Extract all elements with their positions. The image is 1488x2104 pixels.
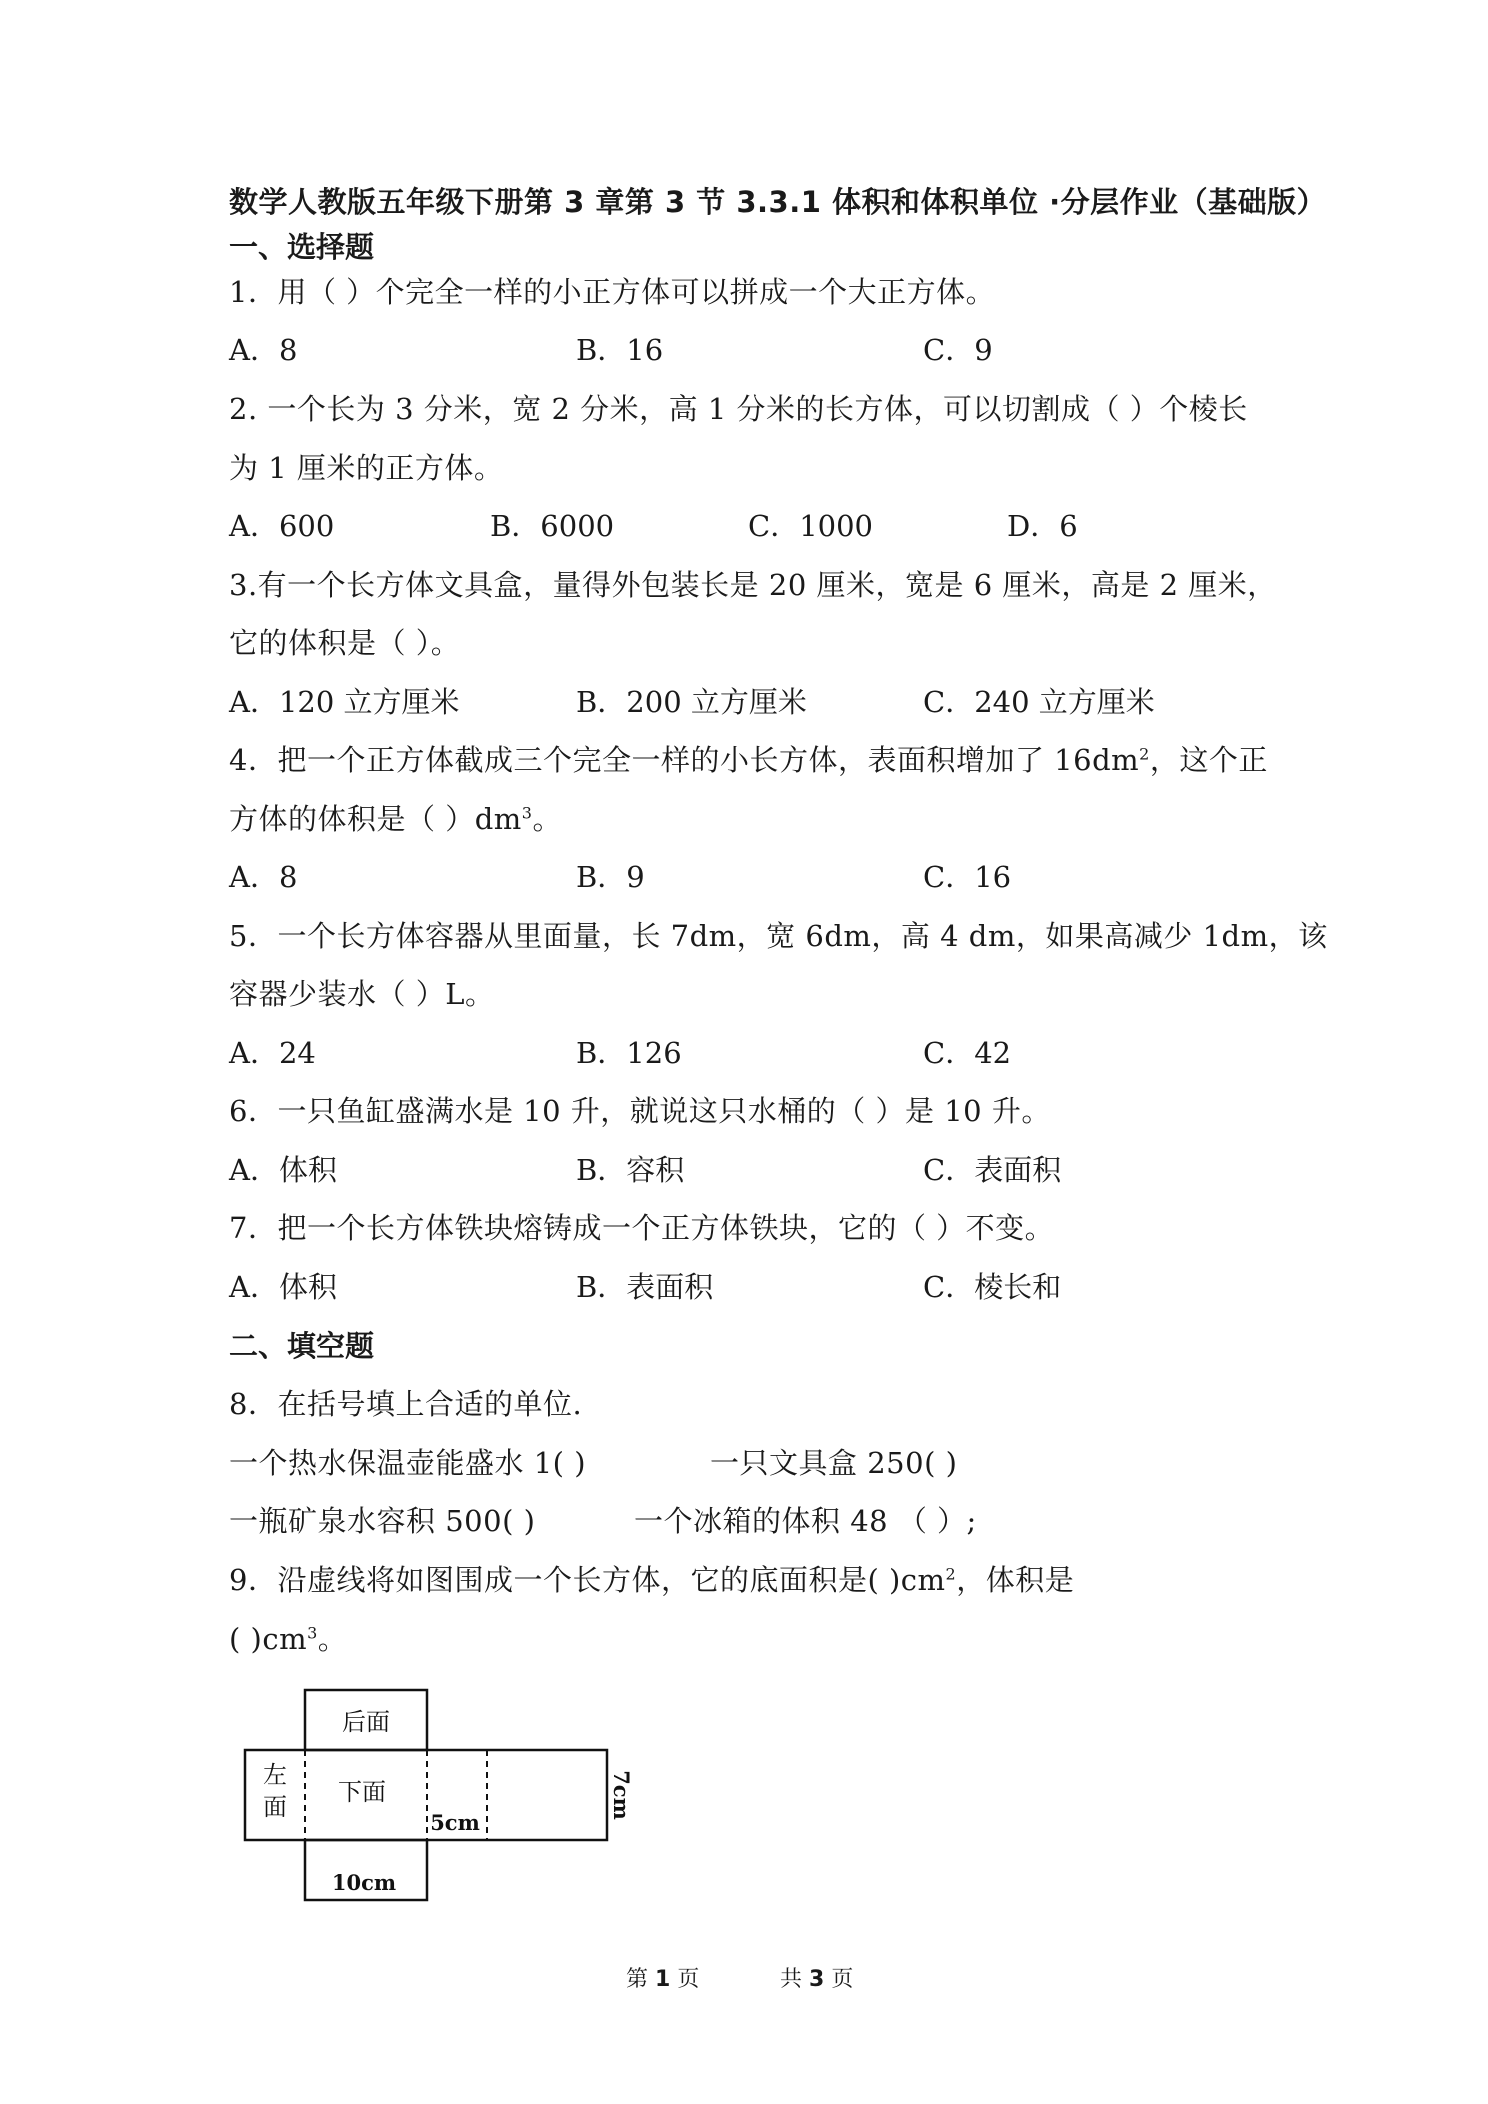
question-8-item-water-bottle: 一瓶矿泉水容积 500( ) [229, 1504, 536, 1538]
question-3-option-b: B．200 立方厘米 [576, 685, 807, 719]
total-label: 共 [780, 1967, 803, 1992]
total-num: 3 [809, 1967, 825, 1992]
question-9-stem-line2-text: ( )cm [229, 1622, 308, 1656]
page-label: 页 [677, 1967, 700, 1992]
label-left-face-bottom: 面 [263, 1793, 287, 1821]
question-2-stem-line1: 2. 一个长为 3 分米，宽 2 分米，高 1 分米的长方体，可以切割成（ ）个棱长 [229, 392, 1248, 426]
question-2-stem-line2: 为 1 厘米的正方体。 [229, 451, 504, 485]
question-8-item-pencil-box: 一只文具盒 250( ) [710, 1446, 958, 1480]
question-7-option-b: B．表面积 [576, 1270, 714, 1304]
question-3-stem-line1: 3.有一个长方体文具盒，量得外包装长是 20 厘米，宽是 6 厘米，高是 2 厘米， [229, 568, 1277, 602]
question-2-option-b: B．6000 [490, 509, 615, 543]
question-3-stem-line2: 它的体积是（ ）。 [229, 626, 461, 660]
dimension-5cm: 5cm [430, 1810, 480, 1835]
question-5-stem-line1: 5．一个长方体容器从里面量，长 7dm，宽 6dm，高 4 dm，如果高减少 1dm，该 [229, 919, 1328, 953]
question-5-stem-line2: 容器少装水（ ）L。 [229, 977, 495, 1011]
question-2-option-d: D．6 [1007, 509, 1078, 543]
question-4-option-b: B．9 [576, 860, 645, 894]
question-9-stem-line1-tail: ，体积是 [956, 1563, 1075, 1597]
question-9-stem-line1-text: 9．沿虚线将如图围成一个长方体，它的底面积是( )cm [229, 1563, 946, 1597]
label-back-face: 后面 [342, 1708, 390, 1736]
question-4-option-a: A．8 [229, 860, 298, 894]
dimension-7cm: 7cm [609, 1770, 634, 1820]
question-4-stem-line2-tail: 。 [532, 802, 562, 836]
page-total [780, 1962, 853, 1993]
question-5-option-b: B．126 [576, 1036, 682, 1070]
section-heading-choice: 一、选择题 [229, 230, 375, 264]
question-8-item-thermos: 一个热水保温壶能盛水 1( ) [229, 1446, 587, 1480]
question-4-option-c: C．16 [923, 860, 1012, 894]
question-3-option-c: C．240 立方厘米 [923, 685, 1155, 719]
page-label: 第 [626, 1967, 649, 1992]
question-6-option-c: C．表面积 [923, 1153, 1062, 1187]
question-5-option-c: C．42 [923, 1036, 1012, 1070]
page-title: 数学人教版五年级下册第 3 章第 3 节 3.3.1 体积和体积单位 ·分层作业（基础版） [229, 185, 1327, 219]
question-6-option-a: A．体积 [229, 1153, 337, 1187]
superscript: 2 [945, 1564, 957, 1584]
question-8-stem: 8．在括号填上合适的单位. [229, 1387, 583, 1421]
superscript: 3 [521, 803, 533, 823]
question-1-option-c: C．9 [923, 333, 993, 367]
question-7-option-c: C．棱长和 [923, 1270, 1062, 1304]
question-6-option-b: B．容积 [576, 1153, 685, 1187]
total-label: 页 [831, 1967, 854, 1992]
question-6-stem: 6．一只鱼缸盛满水是 10 升，就说这只水桶的（ ）是 10 升。 [229, 1094, 1051, 1128]
question-7-option-a: A．体积 [229, 1270, 337, 1304]
superscript: 3 [307, 1623, 318, 1643]
question-7-stem: 7．把一个长方体铁块熔铸成一个正方体铁块，它的（ ）不变。 [229, 1211, 1055, 1245]
question-5-option-a: A．24 [229, 1036, 316, 1070]
page-num: 1 [655, 1967, 671, 1992]
question-2-option-c: C．1000 [748, 509, 873, 543]
question-1-stem: 1．用（ ）个完全一样的小正方体可以拼成一个大正方体。 [229, 275, 996, 309]
question-2-option-a: A．600 [229, 509, 335, 543]
question-1-option-a: A．8 [229, 333, 298, 367]
question-4-stem-line1-tail: ，这个正 [1149, 743, 1268, 777]
question-1-option-b: B．16 [576, 333, 664, 367]
dimension-10cm: 10cm [331, 1870, 397, 1895]
question-4-stem-line2-text: 方体的体积是（ ）dm [229, 802, 522, 836]
question-3-option-a: A．120 立方厘米 [229, 685, 460, 719]
question-8-item-fridge: 一个冰箱的体积 48 （ ）; [634, 1504, 977, 1538]
superscript: 2 [1139, 744, 1150, 764]
label-bottom-face: 下面 [338, 1778, 386, 1806]
section-heading-fill: 二、填空题 [229, 1329, 375, 1363]
label-left-face-top: 左 [263, 1761, 287, 1789]
page-number [626, 1962, 699, 1993]
question-4-stem-line1-text: 4．把一个正方体截成三个完全一样的小长方体，表面积增加了 16dm [229, 743, 1140, 777]
question-9-stem-line2-tail: 。 [317, 1622, 348, 1656]
